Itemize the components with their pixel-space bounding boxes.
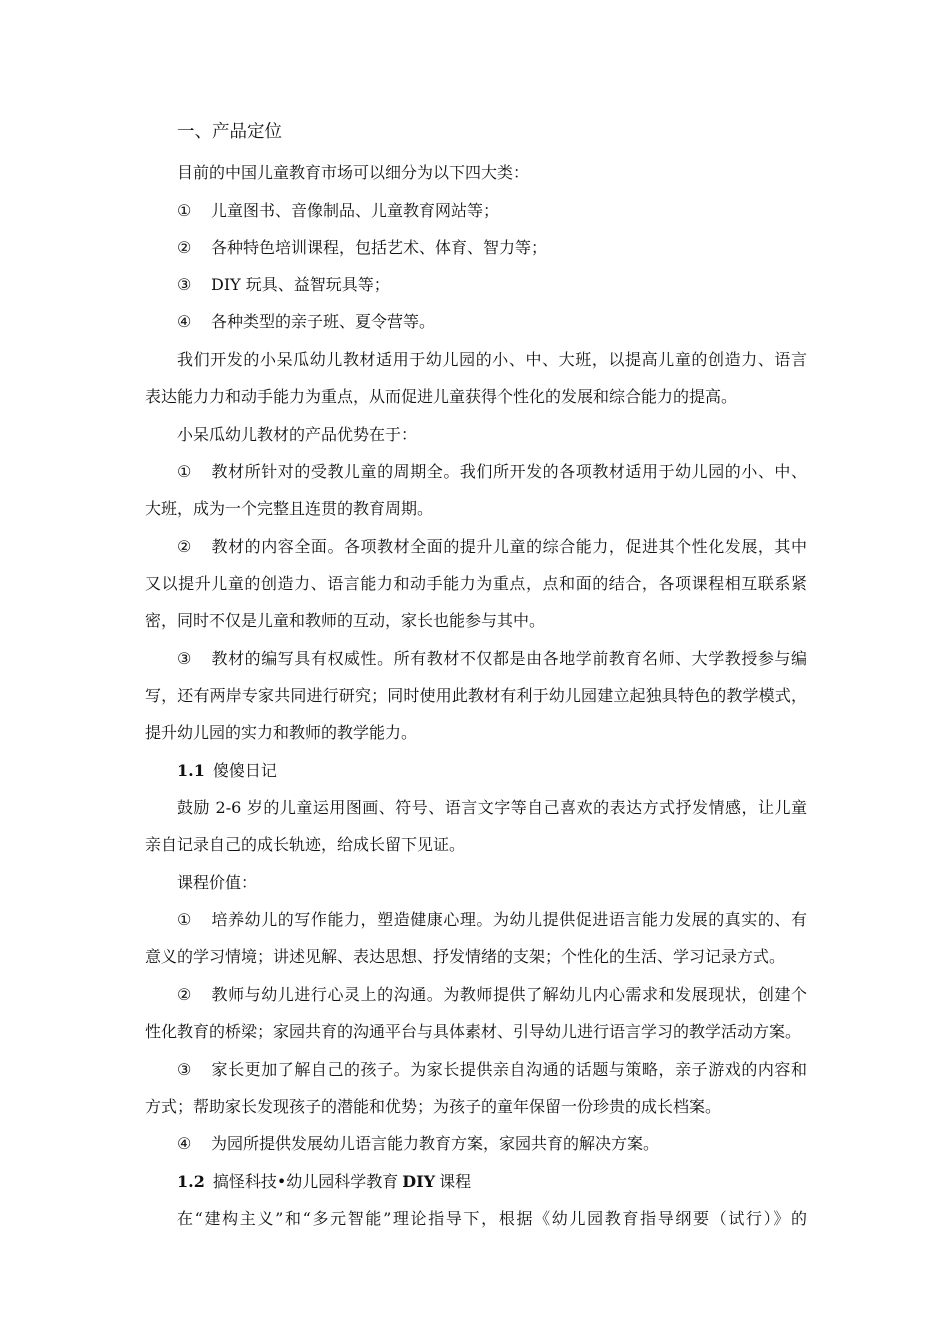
value-1-line: 意义的学习情境；讲述见解、表达思想、抒发情绪的支架；个性化的生活、学习记录方式。	[145, 947, 786, 966]
section-1-1-heading: 1.1 傻傻日记	[177, 761, 277, 780]
value-2-line: ② 教师与幼儿进行心灵上的沟通。为教师提供了解幼儿内心需求和发展现状，创建个	[177, 985, 807, 1004]
advantage-1-line: ① 教材所针对的受教儿童的周期全。我们所开发的各项教材适用于幼儿园的小、中、	[177, 462, 807, 481]
course-value-title: 课程价值：	[177, 873, 258, 892]
market-item-2: ② 各种特色培训课程，包括艺术、体育、智力等；	[177, 238, 548, 257]
advantage-2-line: 密，同时不仅是儿童和教师的互动，家长也能参与其中。	[145, 611, 546, 630]
advantage-3-line: 提升幼儿园的实力和教师的教学能力。	[145, 723, 418, 742]
advantage-3-line: ③ 教材的编写具有权威性。所有教材不仅都是由各地学前教育名师、大学教授参与编	[177, 649, 807, 668]
market-item-1: ① 儿童图书、音像制品、儿童教育网站等；	[177, 201, 500, 220]
market-item-4: ④ 各种类型的亲子班、夏令营等。	[177, 312, 436, 331]
value-1-line: ① 培养幼儿的写作能力，塑造健康心理。为幼儿提供促进语言能力发展的真实的、有	[177, 910, 807, 929]
section-heading: 一、产品定位	[177, 122, 282, 142]
paragraph-line: 我们开发的小呆瓜幼儿教材适用于幼儿园的小、中、大班，以提高儿童的创造力、语言	[177, 350, 807, 369]
paragraph-line: 表达能力力和动手能力为重点，从而促进儿童获得个性化的发展和综合能力的提高。	[145, 387, 738, 406]
advantages-title: 小呆瓜幼儿教材的产品优势在于：	[177, 425, 418, 444]
paragraph-line: 鼓励 2-6 岁的儿童运用图画、符号、语言文字等自己喜欢的表达方式抒发情感，让儿童	[177, 798, 807, 817]
advantage-2-line: 又以提升儿童的创造力、语言能力和动手能力为重点，点和面的结合，各项课程相互联系紧	[145, 574, 807, 593]
market-intro: 目前的中国儿童教育市场可以细分为以下四大类：	[177, 163, 530, 182]
section-1-2-heading: 1.2 搞怪科技•幼儿园科学教育 DIY 课程	[177, 1172, 472, 1191]
paragraph-line: 在“建构主义”和“多元智能”理论指导下，根据《幼儿园教育指导纲要（试行）》的	[177, 1209, 807, 1228]
market-item-3: ③ DIY 玩具、益智玩具等；	[177, 275, 390, 294]
value-2-line: 性化教育的桥梁；家园共育的沟通平台与具体素材、引导幼儿进行语言学习的教学活动方案。	[145, 1022, 802, 1041]
value-3-line: ③ 家长更加了解自己的孩子。为家长提供亲自沟通的话题与策略，亲子游戏的内容和	[177, 1060, 807, 1079]
paragraph-line: 亲自记录自己的成长轨迹，给成长留下见证。	[145, 835, 466, 854]
advantage-2-line: ② 教材的内容全面。各项教材全面的提升儿童的综合能力，促进其个性化发展，其中	[177, 537, 807, 556]
advantage-3-line: 写，还有两岸专家共同进行研究；同时使用此教材有利于幼儿园建立起独具特色的教学模式，	[145, 686, 807, 705]
advantage-1-line: 大班，成为一个完整且连贯的教育周期。	[145, 499, 434, 518]
value-3-line: 方式；帮助家长发现孩子的潜能和优势；为孩子的童年保留一份珍贵的成长档案。	[145, 1097, 722, 1116]
value-4-line: ④ 为园所提供发展幼儿语言能力教育方案，家园共育的解决方案。	[177, 1134, 660, 1153]
